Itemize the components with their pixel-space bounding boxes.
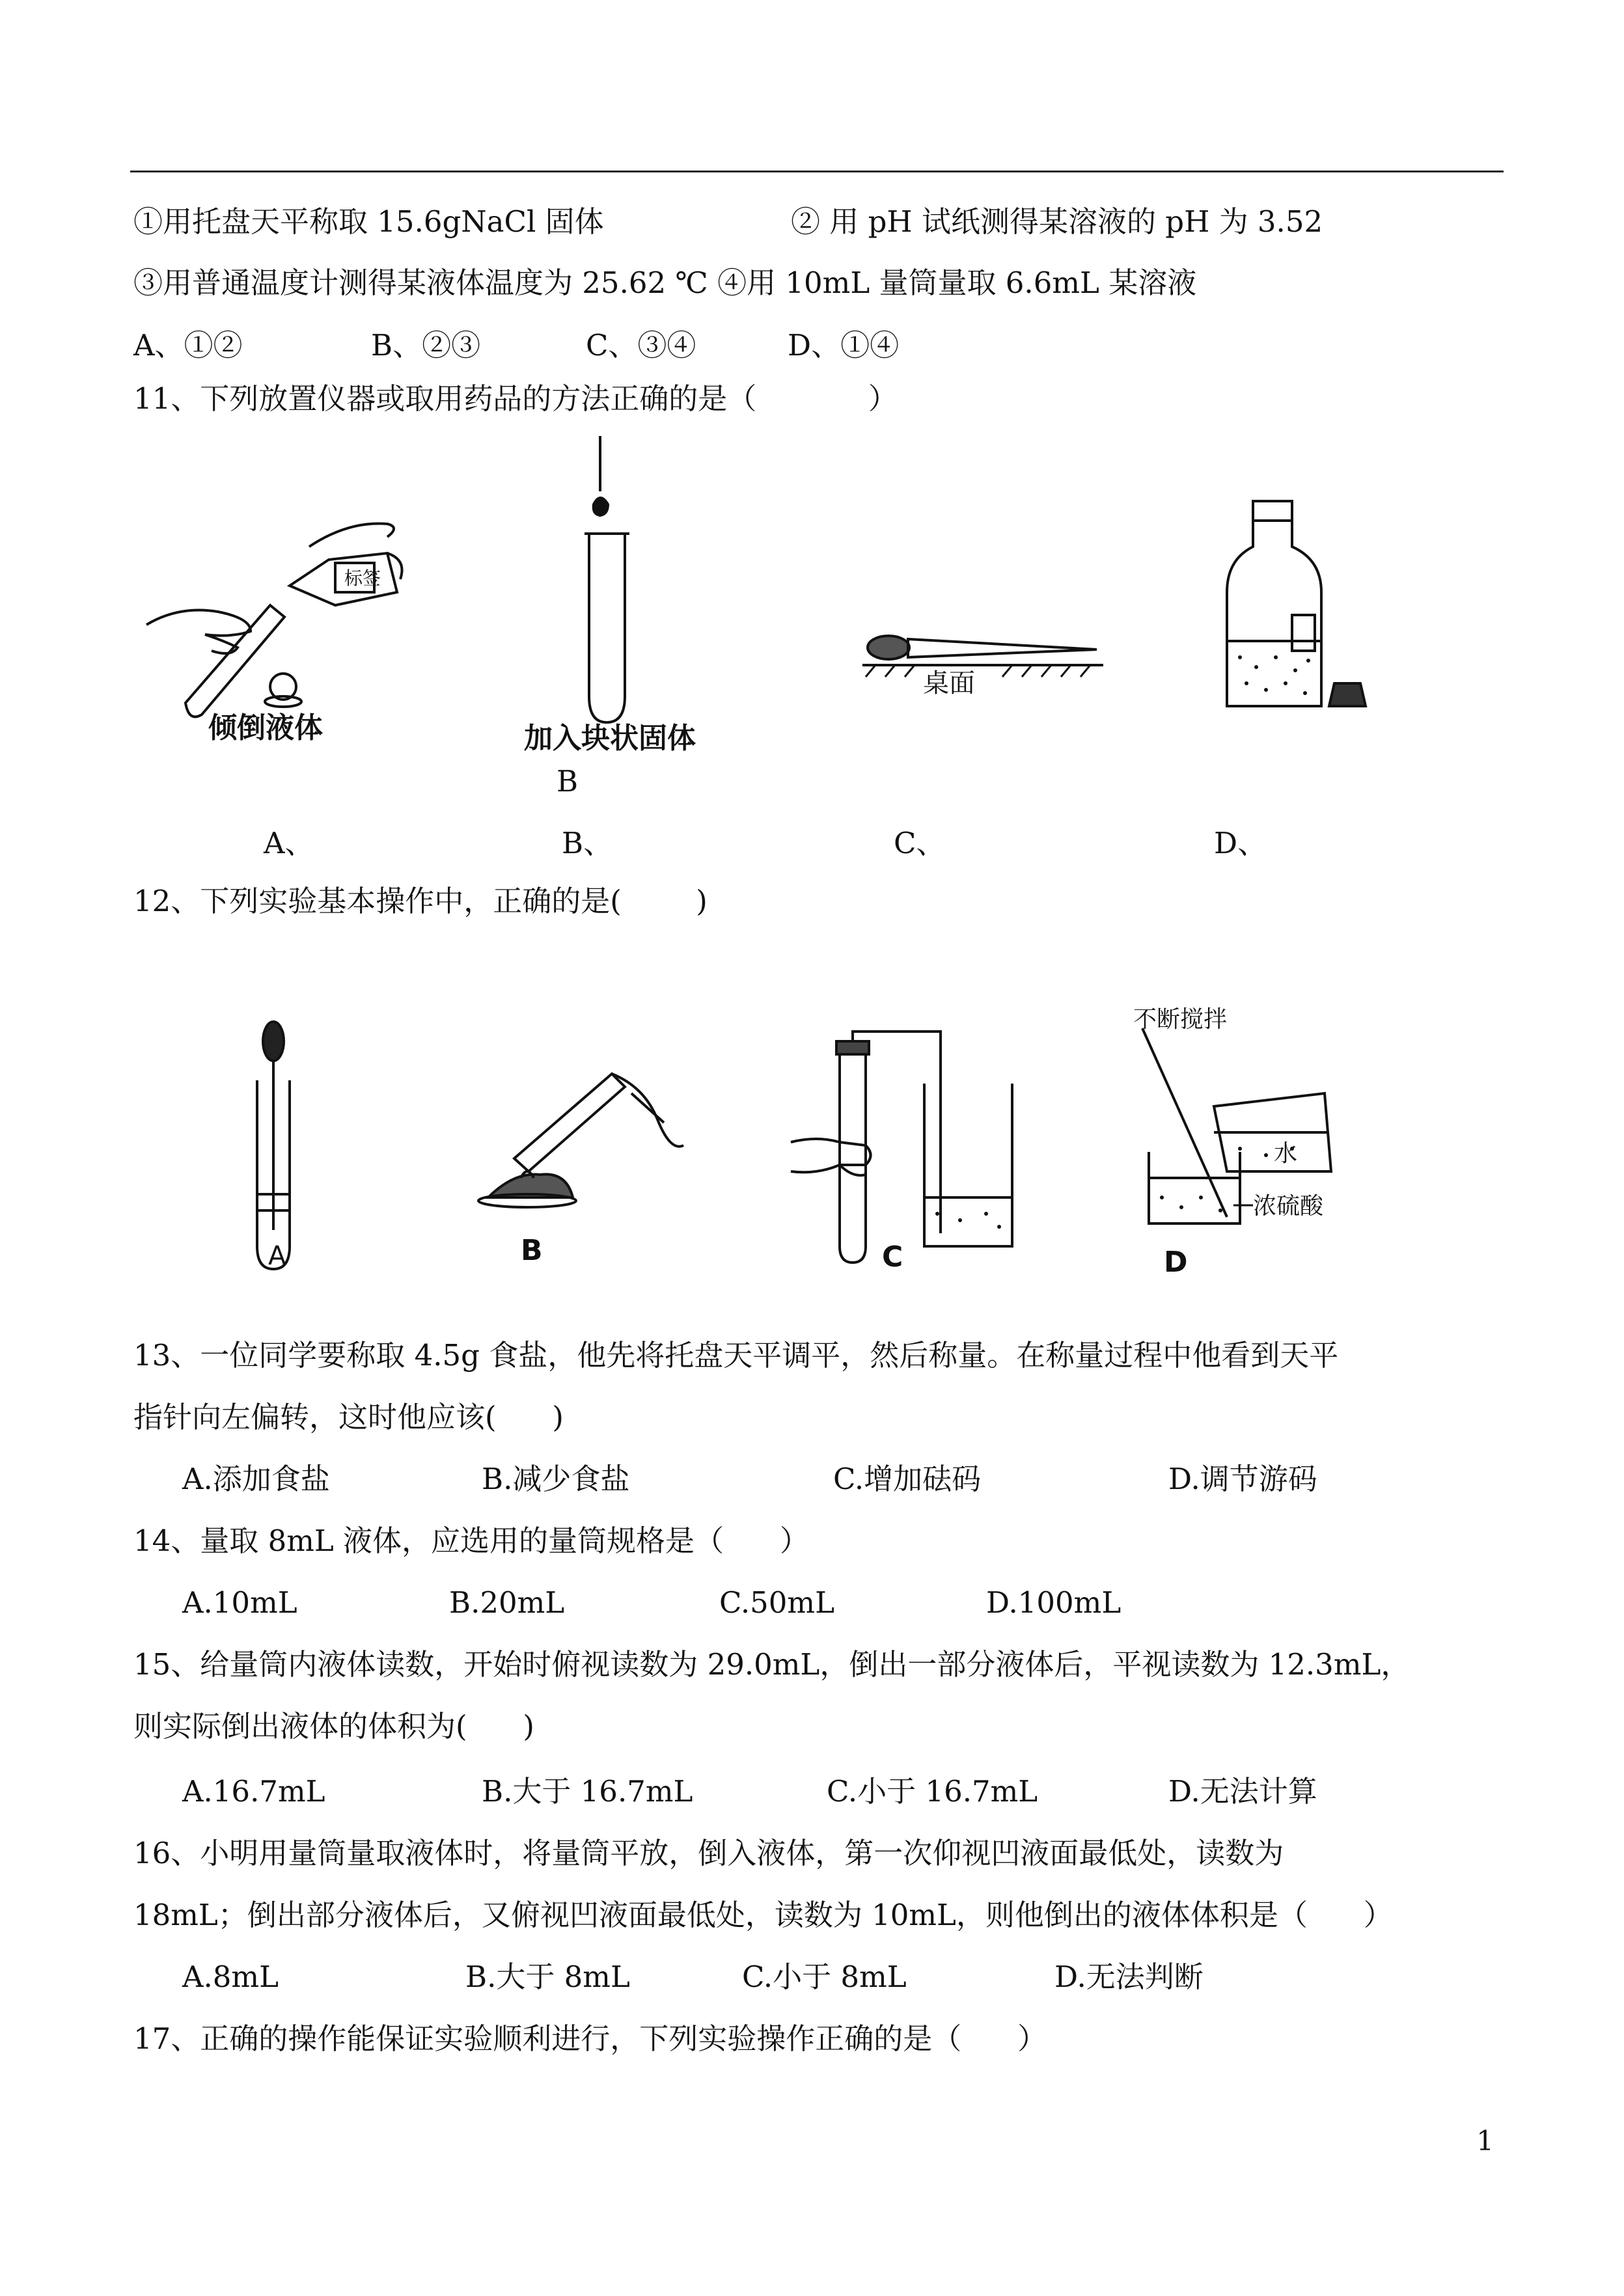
q12-fig-d-water-label: 水: [1274, 1140, 1298, 1167]
q10-choice-b: B、②③: [371, 328, 481, 362]
q12-fig-d-label: D: [1164, 1246, 1188, 1279]
q16-stem-line2: 18mL；倒出部分液体后，又俯视凹液面最低处，读数为 10mL，则他倒出的液体体积是（ ）: [133, 1898, 1393, 1932]
q13-stem-line2: 指针向左偏转，这时他应该( ): [133, 1400, 564, 1434]
q11-figure-c-dropper-on-table: [862, 625, 1110, 703]
q11-figure-a-pouring: [140, 508, 413, 716]
q12-stem: 12、下列实验基本操作中，正确的是( ): [133, 884, 708, 918]
q14-choice-a: A.10mL: [182, 1585, 297, 1620]
q11-label-b: B、: [562, 826, 613, 860]
q12-fig-d-acid-label: 浓硫酸: [1253, 1193, 1324, 1220]
q12-fig-b-label: B: [521, 1234, 543, 1267]
q12-figure-c-airtightness-check: [791, 1025, 1025, 1266]
q11-stem: 11、下列放置仪器或取用药品的方法正确的是（ ）: [133, 381, 898, 416]
q15-stem-line2: 则实际倒出液体的体积为( ): [133, 1709, 534, 1743]
q11-fig-b-caption: 加入块状固体: [524, 722, 696, 755]
q13-stem-line1: 13、一位同学要称取 4.5g 食盐，他先将托盘天平调平，然后称量。在称量过程中他看到天平: [133, 1338, 1339, 1373]
q14-choice-d: D.100mL: [986, 1585, 1122, 1620]
q11-figure-b-adding-solid: [566, 436, 644, 729]
q12-figure-d-diluting-acid: [1129, 1006, 1344, 1237]
q17-stem: 17、正确的操作能保证实验顺利进行，下列实验操作正确的是（ ）: [133, 2021, 1047, 2056]
q10-choice-a: A、①②: [133, 328, 243, 362]
q11-fig-b-letter: B: [557, 764, 579, 799]
q13-choice-c: C.增加砝码: [833, 1462, 982, 1496]
q16-choice-b: B.大于 8mL: [465, 1960, 630, 1994]
q10-choice-d: D、①④: [788, 328, 900, 362]
q12-fig-c-label: C: [882, 1240, 903, 1274]
q14-choice-b: B.20mL: [449, 1585, 565, 1620]
q13-choice-a: A.添加食盐: [182, 1462, 330, 1496]
q13-choice-b: B.减少食盐: [482, 1462, 630, 1496]
header-rule: [130, 171, 1504, 172]
q15-choice-c: C.小于 16.7mL: [827, 1774, 1038, 1809]
q11-fig-a-bottle-label: 标签: [344, 567, 381, 589]
q16-stem-line1: 16、小明用量筒量取液体时，将量筒平放，倒入液体，第一次仰视凹液面最低处，读数为: [133, 1836, 1284, 1870]
page-number: 1: [1476, 2125, 1494, 2157]
q10-option-2: ② 用 pH 试纸测得某溶液的 pH 为 3.52: [791, 204, 1323, 239]
q16-choice-c: C.小于 8mL: [742, 1960, 907, 1994]
q15-choice-b: B.大于 16.7mL: [482, 1774, 693, 1809]
q10-choice-c: C、③④: [586, 328, 696, 362]
q10-option-3-4: ③用普通温度计测得某液体温度为 25.62 ℃ ④用 10mL 量筒量取 6.6mL 某溶液: [133, 266, 1197, 300]
q15-stem-line1: 15、给量筒内液体读数，开始时俯视读数为 29.0mL，倒出一部分液体后，平视读数为 12.3mL，: [133, 1647, 1411, 1682]
q13-choice-d: D.调节游码: [1168, 1462, 1317, 1496]
q11-fig-c-caption: 桌面: [923, 668, 975, 698]
q11-label-d: D、: [1214, 826, 1267, 860]
q11-figure-d-reagent-bottle: [1224, 501, 1393, 716]
q12-figure-b-heating-tube: [475, 1048, 690, 1210]
q16-choice-d: D.无法判断: [1054, 1960, 1204, 1994]
q11-label-a: A、: [264, 826, 314, 860]
q12-fig-d-stir-label: 不断搅拌: [1133, 1006, 1228, 1033]
q15-choice-d: D.无法计算: [1168, 1774, 1317, 1809]
q14-stem: 14、量取 8mL 液体，应选用的量筒规格是（ ）: [133, 1524, 809, 1558]
q11-fig-a-caption: 倾倒液体: [208, 711, 323, 745]
q14-choice-c: C.50mL: [719, 1585, 834, 1620]
q12-figure-a-dropper-in-tube: [247, 1015, 299, 1276]
q11-label-c: C、: [894, 826, 946, 860]
q15-choice-a: A.16.7mL: [182, 1774, 325, 1809]
q10-option-1: ①用托盘天平称取 15.6gNaCl 固体: [133, 204, 604, 239]
q16-choice-a: A.8mL: [182, 1960, 279, 1994]
q12-fig-a-label: A: [268, 1241, 286, 1271]
